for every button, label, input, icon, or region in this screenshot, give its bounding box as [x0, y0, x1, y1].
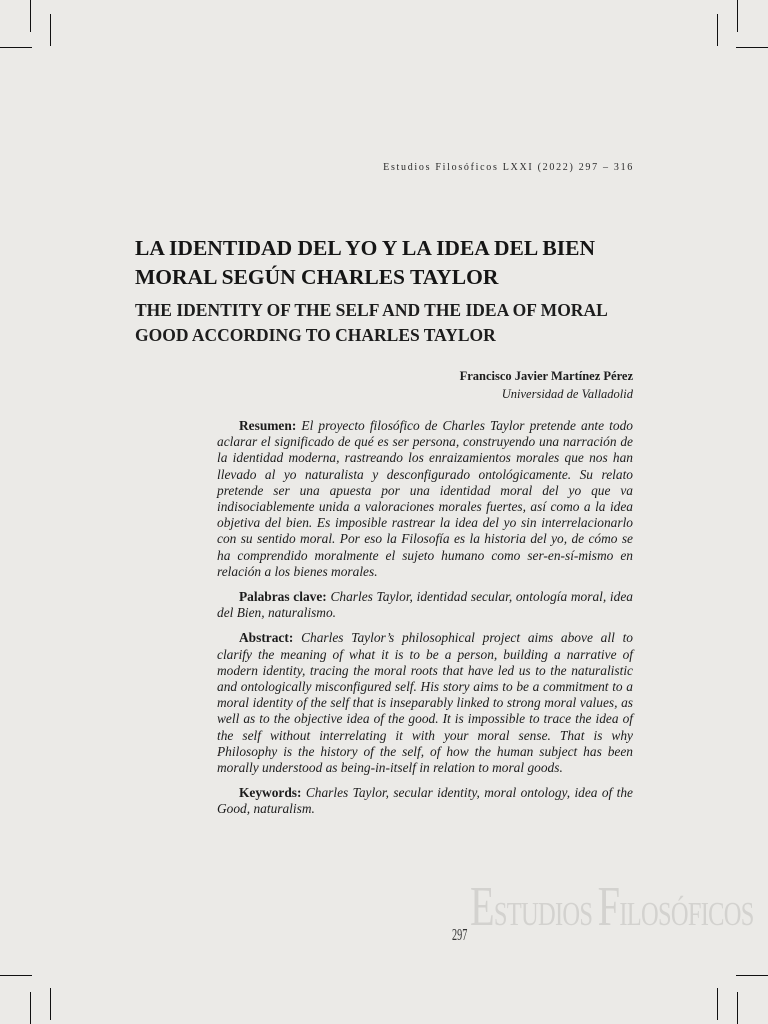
crop-mark [737, 992, 738, 1024]
crop-mark [50, 14, 51, 46]
resumen-label: Resumen: [239, 418, 297, 433]
crop-mark [717, 988, 718, 1020]
keywords-label: Keywords: [239, 785, 302, 801]
keywords-paragraph [217, 785, 633, 817]
title-es-line-2: MORAL SEGÚN CHARLES TAYLOR [135, 265, 499, 289]
crop-mark [0, 47, 32, 48]
author-affiliation: Universidad de Valladolid [501, 387, 633, 401]
author-name: Francisco Javier Martínez Pérez [459, 369, 633, 383]
crop-mark [30, 992, 31, 1024]
crop-mark [737, 0, 738, 32]
palabras-clave-label: Palabras clave: [239, 589, 327, 605]
crop-mark [0, 975, 32, 976]
palabras-clave-text: Charles Taylor, identidad secular, ontología moral, idea del Bien, naturalismo. [217, 589, 633, 621]
article-title-en [135, 298, 655, 348]
abstract-label: Abstract: [239, 630, 294, 646]
crop-mark [736, 975, 768, 976]
crop-mark [736, 47, 768, 48]
abstract-text: Charles Taylor’s philosophical project aims above all to clarify the meaning of what it is to be a person, building a narrative of modern identity, tracing the moral roots that have led us to the naturalistic and ontologically misconfigured self. His story aims to be a commitment to a moral identity of the self that is inseparably linked to strong moral values, as well as to the objective idea of the good. It is impossible to trace the idea of the self without interrelating it with your moral sense. That is why Philosophy is the history of the self, of how the human subject has been morally understood as being-in-itself in relation to moral goods. [217, 630, 633, 776]
crop-mark [50, 988, 51, 1020]
journal-watermark: ESTUDIOS FILOSÓFICOS [470, 876, 754, 938]
resumen-paragraph [217, 418, 633, 580]
page-number: 297 [452, 925, 468, 944]
journal-header: Estudios Filosóficos LXXI (2022) 297 – 316 [383, 162, 634, 173]
abstracts-section [217, 418, 633, 827]
palabras-clave-paragraph [217, 589, 633, 621]
resumen-text: El proyecto filosófico de Charles Taylor pretende ante todo aclarar el significado de qué es ser persona, construyendo una narración de la identidad moderna, rastreando los enraizamientos morales que nos han llevado al yo naturalista y desconfigurado ontológicamente. Su relato pretende ser una apuesta por una identidad moral del yo que va indisociablemente unida a valoraciones morales fuertes, así como a la idea objetiva del bien. Es imposible rastrear la idea del yo sin interrelacionarlo con su sentido moral. Por eso la Filosofía es la historia del yo, de cómo se ha comprendido moralmente el sujeto humano como ser-en-sí-mismo en relación a los bienes morales. [217, 418, 633, 579]
keywords-text: Charles Taylor, secular identity, moral ontology, idea of the Good, naturalism. [217, 785, 633, 817]
title-en-line-2: GOOD ACCORDING TO CHARLES TAYLOR [135, 325, 496, 345]
crop-mark [717, 14, 718, 46]
author-block [460, 367, 633, 403]
title-es-line-1: LA IDENTIDAD DEL YO Y LA IDEA DEL BIEN [135, 236, 595, 260]
title-en-line-1: THE IDENTITY OF THE SELF AND THE IDEA OF MORAL [135, 300, 608, 320]
crop-mark [30, 0, 31, 32]
article-title-es [135, 234, 655, 292]
abstract-paragraph [217, 630, 633, 776]
